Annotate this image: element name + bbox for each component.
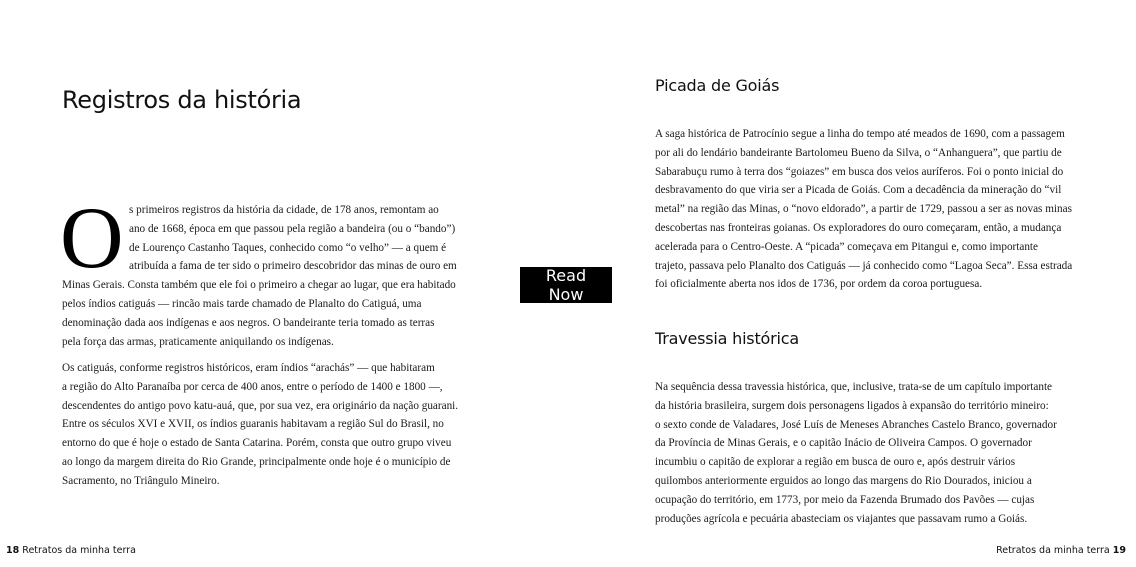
text-line: acelerada para o Centro-Oeste. A “picada” começava em Pitangui e, como importante <box>655 240 1039 253</box>
footer-label: Retratos da minha terra <box>996 545 1110 556</box>
text-line: por ali do lendário bandeirante Bartolomeu Bueno da Silva, o “Anhanguera”, que partiu de <box>655 146 1062 159</box>
text-line: da Província de Minas Gerais, e o capitão Inácio de Oliveira Campos. O governador <box>655 437 1032 450</box>
text-line: quilombos anteriormente erguidos ao longo das margens do Rio Dourados, iniciou a <box>655 474 1032 487</box>
text-line: ano de 1668, época em que passou pela região a bandeira (ou o “bando”) <box>129 222 456 235</box>
read-now-button[interactable]: Read Now <box>520 267 612 303</box>
text-line: descobertas nas fronteiras goianas. Os exploradores do ouro começaram, então, a mudança <box>655 221 1062 234</box>
text-line: denominação dada aos indígenas e aos negros. O bandeirante teria tomado as terras <box>62 316 435 329</box>
text-line: Entre os séculos XVI e XVII, os índios guaranis habitavam a região Sul do Brasil, no <box>62 418 444 431</box>
text-line: s primeiros registros da história da cidade, de 178 anos, remontam ao <box>129 204 439 216</box>
footer-label: Retratos da minha terra <box>22 545 136 556</box>
section-heading-picada: Picada de Goiás <box>655 76 780 95</box>
right-footer <box>996 545 1126 556</box>
drop-cap: O <box>60 190 124 287</box>
page-title: Registros da história <box>62 86 302 114</box>
text-line: desbravamento do que viria ser a Picada de Goiás. Com a decadência da mineração do “vil <box>655 184 1062 197</box>
text-line: Sabarabuçu rumo à terra dos “goiazes” em busca dos veios auríferos. Foi o ponto inicial do <box>655 165 1064 178</box>
text-line: Na sequência dessa travessia histórica, que, inclusive, trata-se de um capítulo importante <box>655 381 1053 393</box>
text-line: o sexto conde de Valadares, José Luís de Meneses Abranches Castelo Branco, governador <box>655 418 1057 431</box>
paragraph-picada <box>655 125 1072 294</box>
page-number: 18 <box>6 545 20 556</box>
text-line: trajeto, passava pelo Planalto dos Catiguás — já conhecido como “Lagoa Seca”. Essa estrada <box>655 259 1073 272</box>
text-line: incumbiu o capitão de explorar a região em busca de ouro e, após destruir vários <box>655 456 1016 469</box>
section-heading-travessia: Travessia histórica <box>655 329 799 348</box>
text-line: ao longo da margem direita do Rio Grande, principalmente onde hoje é o município de <box>62 455 451 468</box>
text-line: entorno do que é hoje o estado de Santa Catarina. Porém, consta que outro grupo viveu <box>62 437 452 450</box>
page-number: 19 <box>1112 545 1126 556</box>
left-footer <box>6 545 136 556</box>
text-line: atribuída a fama de ter sido o primeiro descobridor das minas de ouro em <box>129 260 457 273</box>
paragraph-2 <box>62 359 458 491</box>
text-line: Minas Gerais. Consta também que ele foi o primeiro a chegar ao lugar, que era habitado <box>62 279 456 292</box>
text-line: a região do Alto Paranaíba por cerca de 400 anos, entre o período de 1400 e 1800 —, <box>62 380 443 393</box>
text-line: metal” na região das Minas, o “novo eldorado”, a partir de 1729, passou a ser as novas minas <box>655 203 1072 216</box>
text-line: da história brasileira, surgem dois personagens ligados à expansão do território mineiro: <box>655 399 1049 412</box>
text-line: produções agrícola e pecuária abasteciam os viajantes que passavam rumo a Goiás. <box>655 512 1028 525</box>
text-line: foi oficialmente aberta nos idos de 1736, por ordem da coroa portuguesa. <box>655 278 983 291</box>
text-line: Sacramento, no Triângulo Mineiro. <box>62 474 220 487</box>
text-line: de Lourenço Castanho Taques, conhecido como “o velho” — a quem é <box>129 241 447 254</box>
text-line: Os catiguás, conforme registros históricos, eram índios “arachás” — que habitaram <box>62 362 435 374</box>
paragraph-travessia <box>655 378 1057 528</box>
text-line: descendentes do antigo povo katu-auá, que, por sua vez, era originário da nação guarani. <box>62 399 459 412</box>
text-line: pela força das armas, praticamente aniquilando os indígenas. <box>62 335 334 348</box>
paragraph-1 <box>60 190 457 351</box>
text-line: ocupação do território, em 1773, por meio da Fazenda Brumado dos Pavões — cujas <box>655 493 1035 506</box>
text-line: pelos índios catiguás — rincão mais tarde chamado de Planalto do Catiguá, uma <box>62 297 422 310</box>
text-line: A saga histórica de Patrocínio segue a linha do tempo até meados de 1690, com a passagem <box>655 128 1065 140</box>
